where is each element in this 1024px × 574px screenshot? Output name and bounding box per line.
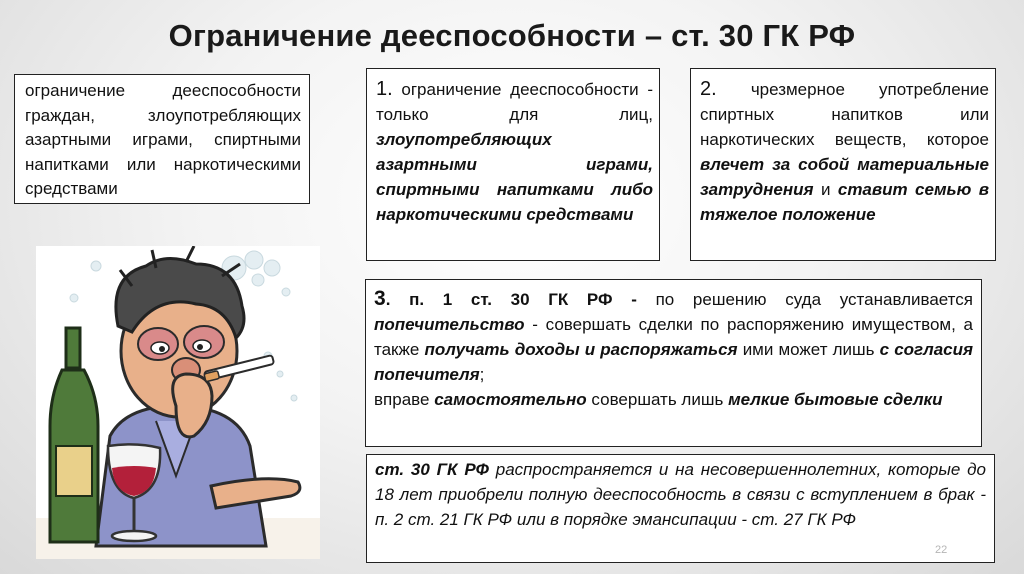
point-1-box (366, 68, 660, 261)
point-number: 3 (374, 287, 386, 310)
point-3-text: - совершать сделки по распоряжению имуществом, а также (374, 315, 973, 359)
point-3-text: совершать лишь (591, 390, 724, 409)
point-number: 2. (700, 78, 717, 100)
minors-note-reference: ст. 30 ГК РФ (375, 460, 489, 479)
definition-text: ограничение дееспособности граждан, злоупотребляющих азартными играми, спиртными напитками или наркотическими средствами (25, 81, 301, 198)
point-3-text: вправе (374, 390, 430, 409)
page-number: 22 (935, 544, 948, 556)
definition-box (14, 74, 310, 204)
point-3-text: ими может лишь (742, 340, 875, 359)
drunk-man-illustration (36, 246, 320, 559)
point-3-emphasis: мелкие бытовые сделки (728, 390, 943, 409)
point-2-box (690, 68, 996, 261)
point-3-text: по решению суда устанавливается (655, 290, 973, 309)
minors-note-box (366, 454, 995, 563)
point-2-text: чрезмерное употребление спиртных напитков или наркотических веществ, которое (700, 80, 989, 149)
point-3-box (365, 279, 982, 447)
point-3-emphasis: попечительство (374, 315, 525, 334)
point-3-emphasis: самостоятельно (434, 390, 587, 409)
point-1-text: ограничение дееспособности - только для лиц, (376, 80, 653, 124)
point-3-reference: . п. 1 ст. 30 ГК РФ - (385, 290, 637, 309)
point-1-emphasis: злоупотребляющих азартными играми, спиртными напитками либо наркотическими средствами (376, 130, 653, 224)
point-number: 1. (376, 78, 393, 100)
point-2-emphasis: ставит семью в тяжелое положение (700, 180, 989, 224)
point-2-emphasis: влечет за собой материальные затруднения (700, 155, 989, 199)
point-3-text: ; (479, 365, 485, 384)
minors-note-text: распространяется и на несовершеннолетних, которые до 18 лет приобрели полную дееспособность в связи с вступлением в брак - п. 2 ст. 21 ГК РФ или в порядке эмансипации - ст. 27 ГК РФ (375, 460, 986, 529)
page-title: Ограничение дееспособности – ст. 30 ГК РФ (168, 18, 856, 53)
drunk-man-drawing (36, 246, 320, 559)
point-3-emphasis: с согласия попечителя (374, 340, 973, 384)
point-2-conjunction: и (820, 180, 831, 199)
point-3-emphasis: получать доходы и распоряжаться (424, 340, 738, 359)
